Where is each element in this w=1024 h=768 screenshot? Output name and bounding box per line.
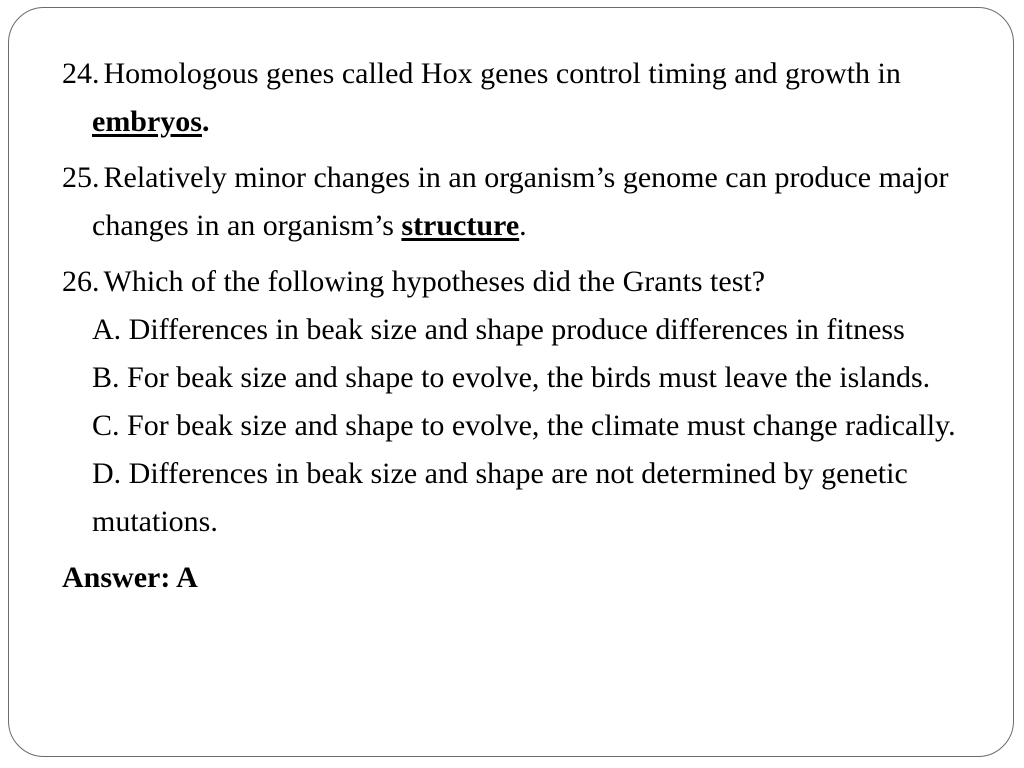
- option-d: D. Differences in beak size and shape are not determined by genetic mutations.: [92, 457, 908, 538]
- answer-keyword: structure: [401, 209, 520, 242]
- slide-content: [62, 50, 982, 602]
- option-a: A. Differences in beak size and shape produce differences in fitness: [92, 313, 905, 346]
- answer-line: Answer: A: [62, 561, 198, 594]
- punctuation: .: [201, 105, 210, 138]
- question-24: [62, 50, 982, 146]
- answer-keyword: embryos: [92, 105, 202, 138]
- question-text: Homologous genes called Hox genes control timing and growth in: [103, 57, 901, 90]
- question-26: [62, 258, 982, 546]
- question-number: 24.: [62, 57, 100, 90]
- punctuation: .: [519, 209, 527, 242]
- question-text: Relatively minor changes in an organism’s genome can produce major changes in an organism’s: [92, 161, 949, 242]
- option-b: B. For beak size and shape to evolve, the birds must leave the islands.: [92, 361, 931, 394]
- question-text: Which of the following hypotheses did the Grants test?: [103, 265, 766, 298]
- question-number: 26.: [62, 265, 100, 298]
- question-25: [62, 154, 982, 250]
- question-number: 25.: [62, 161, 100, 194]
- option-c: C. For beak size and shape to evolve, the climate must change radically.: [92, 409, 956, 442]
